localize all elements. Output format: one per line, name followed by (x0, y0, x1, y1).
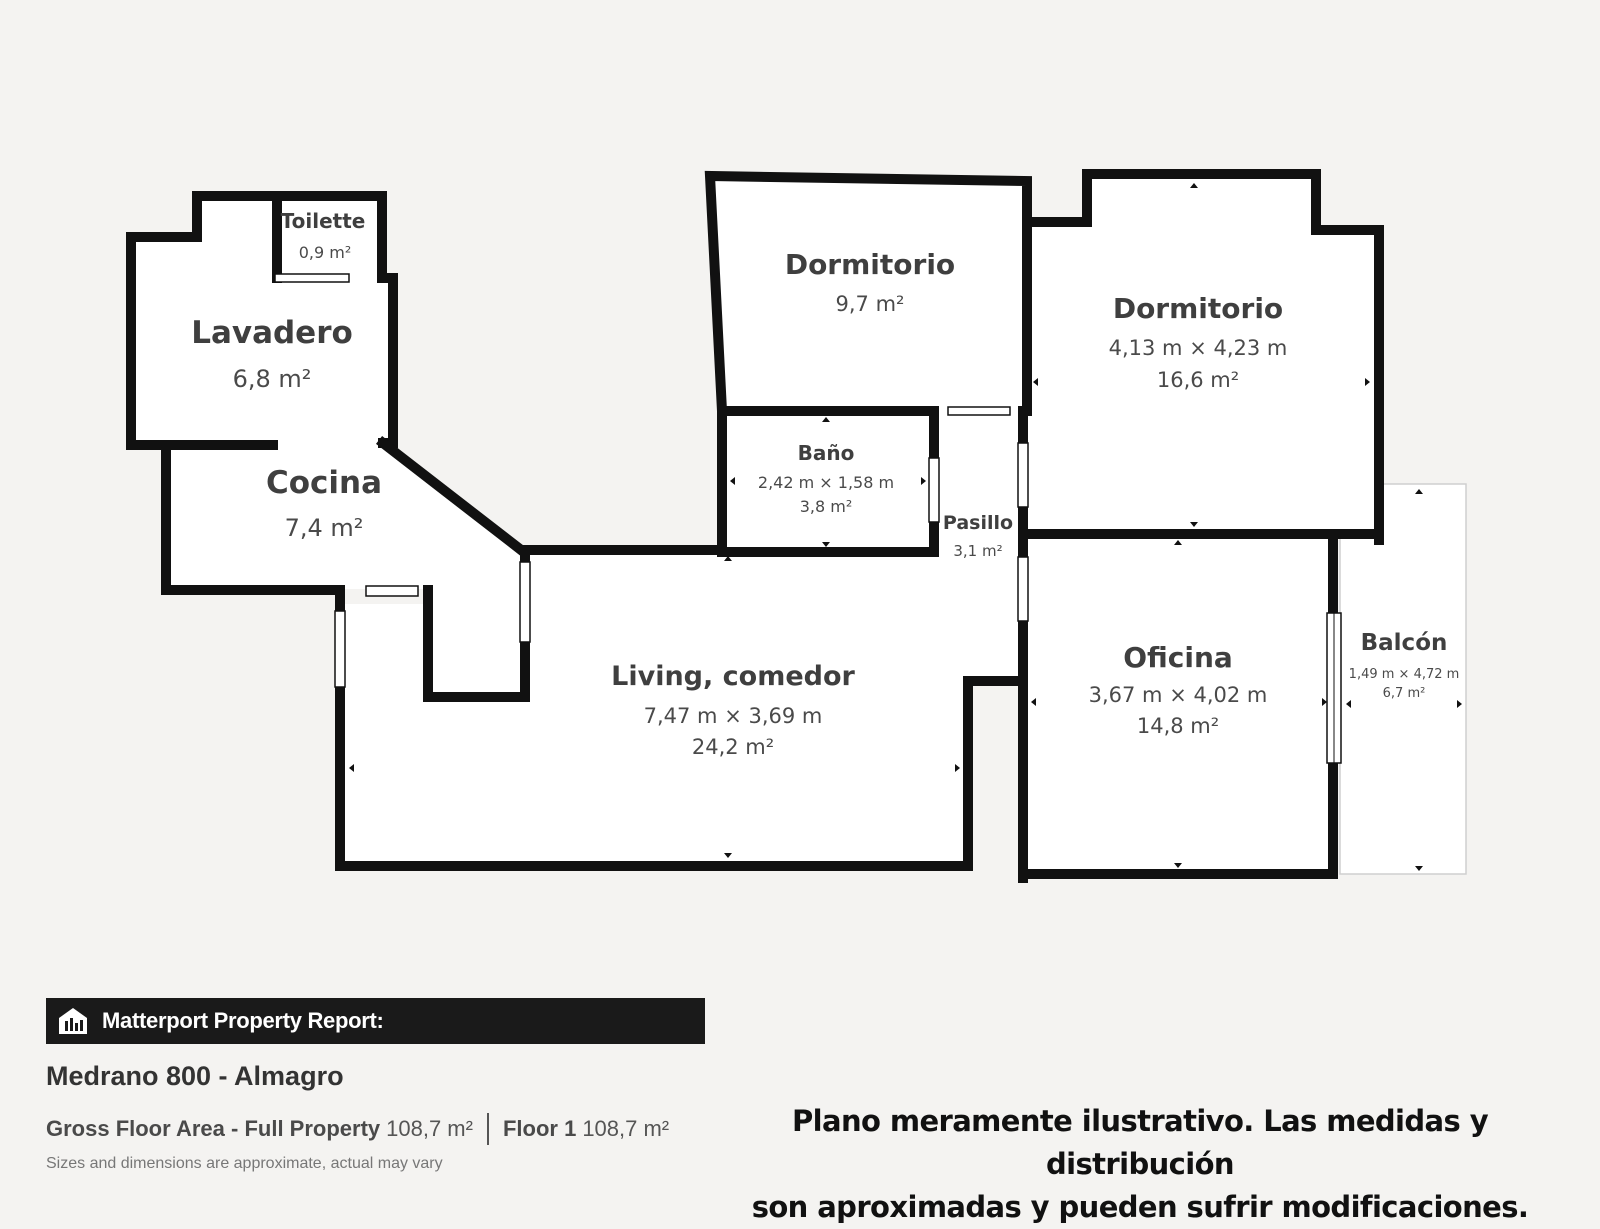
floor-area-value: 108,7 m² (582, 1116, 670, 1141)
property-name: Medrano 800 - Almagro (46, 1061, 344, 1091)
bano-door (929, 458, 939, 522)
dorm-large-door (1018, 443, 1028, 507)
toilette-area: 0,9 m² (298, 243, 352, 262)
report-header-bar (46, 998, 705, 1044)
bano-dims: 2,42 m × 1,58 m (757, 473, 895, 492)
oficina-area: 14,8 m² (1136, 714, 1220, 738)
bano-name: Baño (797, 441, 855, 465)
dormitorio-small-name: Dormitorio (784, 248, 956, 281)
cocina-area: 7,4 m² (284, 514, 364, 542)
toilette-name: Toilette (280, 209, 366, 233)
divider (487, 1113, 489, 1145)
living-window-left (335, 611, 345, 687)
oficina-dims: 3,67 m × 4,02 m (1088, 683, 1268, 707)
dormitorio-large-name: Dormitorio (1112, 292, 1284, 325)
gross-area-value: 108,7 m² (386, 1116, 473, 1141)
living-area: 24,2 m² (691, 735, 775, 759)
living-dims: 7,47 m × 3,69 m (643, 704, 823, 728)
plan-note-line-2: son aproximadas y pueden sufrir modificaciones. (751, 1190, 1529, 1224)
house-icon (58, 1007, 88, 1035)
kitchen-door-right (520, 562, 530, 642)
dormitorio-large-dims: 4,13 m × 4,23 m (1108, 336, 1288, 360)
balcon-dims: 1,49 m × 4,72 m (1348, 667, 1460, 682)
plan-note (700, 1100, 1580, 1229)
area-summary (46, 1113, 669, 1145)
toilette-door (275, 274, 349, 282)
oficina-name: Oficina (1123, 641, 1233, 674)
cocina-name: Cocina (265, 465, 383, 501)
balcon-name: Balcón (1360, 630, 1448, 656)
dormitorio-large-area: 16,6 m² (1156, 368, 1240, 392)
approximate-disclaimer: Sizes and dimensions are approximate, actual may vary (46, 1155, 443, 1172)
bano-area: 3,8 m² (799, 497, 853, 516)
lavadero-name: Lavadero (191, 315, 353, 351)
report-title: Matterport Property Report: (102, 1008, 384, 1033)
plan-note-line-1: Plano meramente ilustrativo. Las medidas y distribución (792, 1104, 1488, 1181)
oficina-door (1018, 557, 1028, 621)
lavadero-area: 6,8 m² (232, 365, 312, 393)
floor-label: Floor 1 (502, 1116, 577, 1141)
dormitorio-small-area: 9,7 m² (835, 292, 905, 316)
dorm-small-door (948, 407, 1010, 415)
balcon-area: 6,7 m² (1382, 686, 1426, 701)
pasillo-name: Pasillo (942, 512, 1014, 534)
living-name: Living, comedor (611, 661, 855, 692)
gross-area-label: Gross Floor Area - Full Property (46, 1116, 381, 1141)
pasillo-area: 3,1 m² (953, 542, 1003, 560)
kitchen-pass (366, 586, 418, 596)
